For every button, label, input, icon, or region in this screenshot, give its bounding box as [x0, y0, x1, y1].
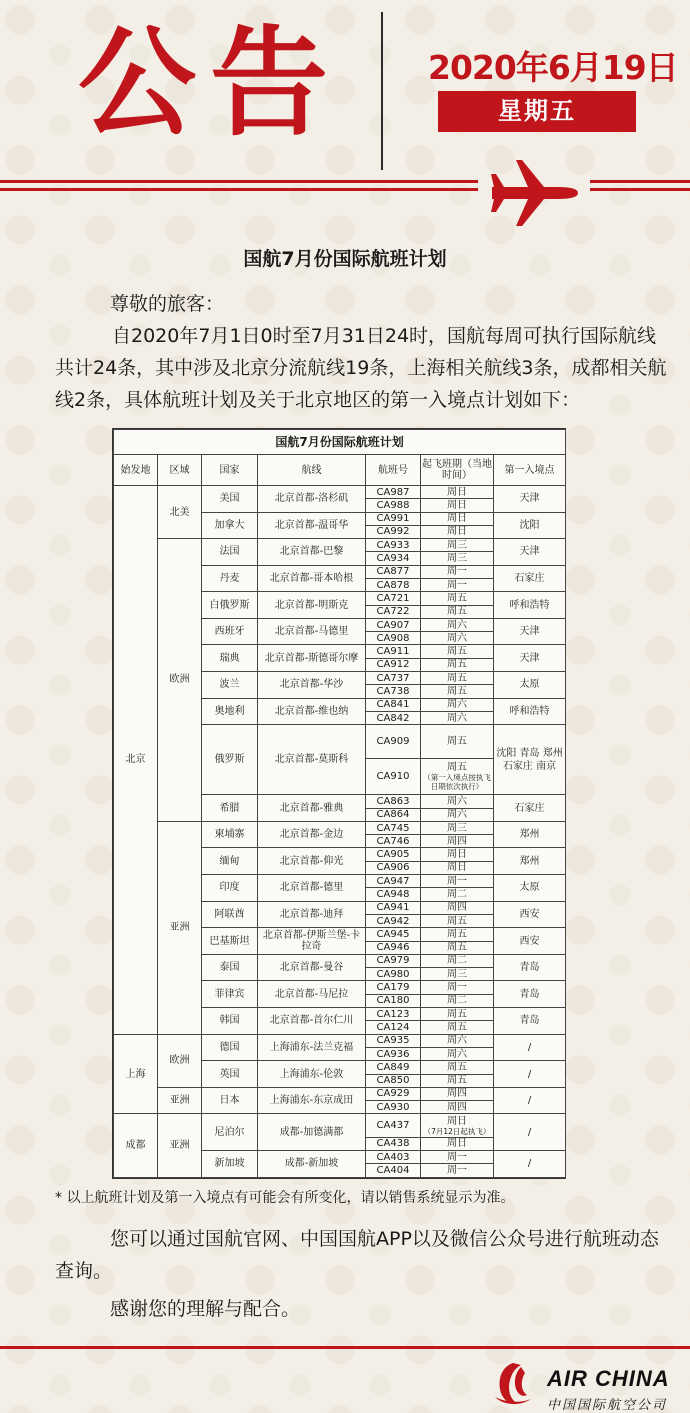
schedule-day: 周五 — [447, 1075, 467, 1087]
country-cell: 西班牙 — [202, 618, 258, 645]
schedule-day: 周日 — [447, 849, 467, 861]
entry-point-cell: / — [494, 1061, 566, 1088]
country-cell: 英国 — [202, 1061, 258, 1088]
schedule-cell — [421, 485, 494, 498]
entry-point-cell: 天津 — [494, 645, 566, 672]
schedule-cell — [421, 1101, 494, 1114]
schedule-day: 周五 — [447, 672, 467, 684]
col-header-entry: 第一入境点 — [494, 455, 566, 486]
header-rule-bottom — [0, 188, 478, 191]
route-cell: 北京首都-温哥华 — [258, 512, 366, 539]
origin-cell: 成都 — [114, 1114, 158, 1178]
country-cell: 新加坡 — [202, 1150, 258, 1177]
schedule-cell — [421, 1061, 494, 1074]
route-cell: 北京首都-仰光 — [258, 848, 366, 875]
country-cell: 美国 — [202, 485, 258, 512]
schedule-day: 周一 — [447, 1151, 467, 1163]
schedule-day: 周二 — [447, 888, 467, 900]
schedule-day: 周日 — [447, 526, 467, 538]
schedule-cell — [421, 821, 494, 834]
route-cell: 成都-加德满都 — [258, 1114, 366, 1151]
flight-number-cell: CA180 — [366, 994, 421, 1007]
schedule-cell — [421, 1137, 494, 1150]
schedule-day: 周四 — [447, 902, 467, 914]
flight-number-cell: CA987 — [366, 485, 421, 498]
route-cell: 北京首都-明斯克 — [258, 592, 366, 619]
schedule-note: （7月12日起执飞） — [423, 1126, 491, 1136]
route-cell: 北京首都-伊斯兰堡-卡拉奇 — [258, 928, 366, 955]
entry-point-cell: 天津 — [494, 618, 566, 645]
schedule-day: 周三 — [447, 822, 467, 834]
country-cell: 日本 — [202, 1087, 258, 1114]
flight-number-cell: CA936 — [366, 1047, 421, 1060]
route-cell: 北京首都-华沙 — [258, 672, 366, 699]
flight-number-cell: CA746 — [366, 835, 421, 848]
country-cell: 缅甸 — [202, 848, 258, 875]
flight-number-cell: CA980 — [366, 968, 421, 981]
schedule-day: 周日 — [447, 486, 467, 498]
flight-number-cell: CA933 — [366, 539, 421, 552]
route-cell: 成都-新加坡 — [258, 1150, 366, 1177]
schedule-cell — [421, 795, 494, 808]
entry-point-cell: / — [494, 1114, 566, 1151]
entry-point-cell: / — [494, 1087, 566, 1114]
country-cell: 印度 — [202, 875, 258, 902]
route-cell: 北京首都-雅典 — [258, 795, 366, 822]
schedule-cell — [421, 1164, 494, 1178]
schedule-cell — [421, 968, 494, 981]
schedule-day: 周五 — [447, 736, 467, 748]
flight-number-cell: CA909 — [366, 725, 421, 759]
country-cell: 柬埔寨 — [202, 821, 258, 848]
entry-point-cell: 呼和浩特 — [494, 698, 566, 725]
flight-number-cell: CA124 — [366, 1021, 421, 1034]
schedule-cell — [421, 835, 494, 848]
entry-point-cell: 青岛 — [494, 954, 566, 981]
query-paragraph: 您可以通过国航官网、中国国航APP以及微信公众号进行航班动态查询。 — [55, 1228, 659, 1282]
schedule-day: 周六 — [447, 1035, 467, 1047]
region-cell: 亚洲 — [158, 1087, 202, 1114]
schedule-cell — [421, 1034, 494, 1047]
entry-point-cell: 郑州 — [494, 821, 566, 848]
col-header-country: 国家 — [202, 455, 258, 486]
schedule-cell — [421, 552, 494, 565]
air-china-phoenix-logo — [487, 1357, 539, 1409]
country-cell: 丹麦 — [202, 565, 258, 592]
flight-number-cell: CA745 — [366, 821, 421, 834]
schedule-cell — [421, 1087, 494, 1100]
schedule-day: 周五 — [447, 1008, 467, 1020]
schedule-day: 周二 — [447, 995, 467, 1007]
route-cell: 北京首都-金边 — [258, 821, 366, 848]
entry-point-cell: 郑州 — [494, 848, 566, 875]
country-cell: 泰国 — [202, 954, 258, 981]
table-row — [114, 1114, 566, 1137]
footnote: * 以上航班计划及第一入境点有可能会有所变化，请以销售系统显示为准。 — [55, 1190, 515, 1206]
schedule-cell — [421, 632, 494, 645]
schedule-day: 周五 — [447, 1061, 467, 1073]
entry-point-cell: 沈阳 — [494, 512, 566, 539]
flight-number-cell: CA403 — [366, 1150, 421, 1163]
country-cell: 奥地利 — [202, 698, 258, 725]
origin-cell: 北京 — [114, 485, 158, 1034]
flight-number-cell: CA929 — [366, 1087, 421, 1100]
notice-title: 公告 — [78, 14, 343, 152]
schedule-cell — [421, 539, 494, 552]
schedule-day: 周六 — [447, 809, 467, 821]
header-divider — [381, 12, 383, 170]
entry-point-cell: 西安 — [494, 928, 566, 955]
entry-point-cell: / — [494, 1034, 566, 1061]
schedule-day: 周六 — [447, 712, 467, 724]
flight-number-cell: CA841 — [366, 698, 421, 711]
col-header-schedule: 起飞班期（当地时间） — [421, 455, 494, 486]
entry-point-cell: 石家庄 — [494, 565, 566, 592]
brand-name-cn: 中国国际航空公司 — [547, 1398, 668, 1413]
schedule-cell — [421, 941, 494, 954]
flight-number-cell: CA907 — [366, 618, 421, 631]
schedule-day: 周二 — [447, 955, 467, 967]
schedule-day: 周五 — [447, 686, 467, 698]
schedule-day: 周五 — [447, 762, 467, 774]
schedule-cell — [421, 875, 494, 888]
schedule-cell — [421, 605, 494, 618]
schedule-day: 周六 — [447, 795, 467, 807]
flight-number-cell: CA988 — [366, 499, 421, 512]
col-header-region: 区域 — [158, 455, 202, 486]
flight-number-cell: CA992 — [366, 525, 421, 538]
flight-number-cell: CA911 — [366, 645, 421, 658]
schedule-cell — [421, 672, 494, 685]
schedule-cell — [421, 808, 494, 821]
col-header-flight: 航班号 — [366, 455, 421, 486]
schedule-cell — [421, 928, 494, 941]
schedule-day: 周一 — [447, 1165, 467, 1177]
schedule-cell — [421, 914, 494, 927]
entry-point-cell: 太原 — [494, 875, 566, 902]
schedule-cell — [421, 888, 494, 901]
region-cell: 欧洲 — [158, 1034, 202, 1087]
country-cell: 希腊 — [202, 795, 258, 822]
schedule-day: 周五 — [447, 606, 467, 618]
schedule-cell — [421, 848, 494, 861]
schedule-day: 周日 — [447, 1115, 467, 1127]
schedule-cell — [421, 645, 494, 658]
flight-number-cell: CA878 — [366, 579, 421, 592]
brand-name-en: AIR CHINA — [547, 1366, 670, 1391]
flight-number-cell: CA945 — [366, 928, 421, 941]
schedule-cell — [421, 698, 494, 711]
weekday-badge: 星期五 — [438, 91, 636, 132]
table-row — [114, 821, 566, 834]
route-cell: 北京首都-曼谷 — [258, 954, 366, 981]
flight-number-cell: CA941 — [366, 901, 421, 914]
country-cell: 波兰 — [202, 672, 258, 699]
schedule-day: 周日 — [447, 862, 467, 874]
entry-point-cell: 呼和浩特 — [494, 592, 566, 619]
route-cell: 上海浦东-法兰克福 — [258, 1034, 366, 1061]
schedule-cell — [421, 658, 494, 671]
country-cell: 韩国 — [202, 1008, 258, 1035]
country-cell: 巴基斯坦 — [202, 928, 258, 955]
schedule-day: 周五 — [447, 928, 467, 940]
entry-point-cell: 石家庄 — [494, 795, 566, 822]
entry-point-cell: 青岛 — [494, 981, 566, 1008]
entry-point-cell: 天津 — [494, 485, 566, 512]
schedule-note: （第一入境点按执飞日期依次执行） — [423, 773, 491, 792]
schedule-cell — [421, 1074, 494, 1087]
schedule-cell — [421, 994, 494, 1007]
entry-point-cell: 太原 — [494, 672, 566, 699]
intro-paragraph: 自2020年7月1日0时至7月31日24时，国航每周可执行国际航线共计24条，其中涉及北京分流航线19条，上海相关航线3条，成都相关航线2条，具体航班计划及关于北京地区的第一入境点计划如下： — [55, 325, 667, 411]
schedule-day: 周日 — [447, 513, 467, 525]
schedule-cell — [421, 711, 494, 724]
schedule-cell — [421, 1047, 494, 1060]
region-cell: 北美 — [158, 485, 202, 538]
flight-number-cell: CA908 — [366, 632, 421, 645]
schedule-day: 周五 — [447, 592, 467, 604]
region-cell: 亚洲 — [158, 1114, 202, 1178]
schedule-cell — [421, 685, 494, 698]
flight-number-cell: CA179 — [366, 981, 421, 994]
flight-number-cell: CA877 — [366, 565, 421, 578]
schedule-cell — [421, 861, 494, 874]
schedule-cell — [421, 592, 494, 605]
route-cell: 北京首都-哥本哈根 — [258, 565, 366, 592]
schedule-cell — [421, 901, 494, 914]
country-cell: 德国 — [202, 1034, 258, 1061]
schedule-cell — [421, 759, 494, 795]
flight-number-cell: CA722 — [366, 605, 421, 618]
entry-point-cell: 青岛 — [494, 1008, 566, 1035]
route-cell: 北京首都-马尼拉 — [258, 981, 366, 1008]
entry-point-cell: 西安 — [494, 901, 566, 928]
flight-number-cell: CA906 — [366, 861, 421, 874]
flight-number-cell: CA738 — [366, 685, 421, 698]
schedule-day: 周一 — [447, 579, 467, 591]
schedule-day: 周六 — [447, 619, 467, 631]
country-cell: 法国 — [202, 539, 258, 566]
table-title: 国航7月份国际航班计划 — [114, 430, 566, 455]
origin-cell: 上海 — [114, 1034, 158, 1114]
country-cell: 阿联酋 — [202, 901, 258, 928]
region-cell: 亚洲 — [158, 821, 202, 1034]
flight-number-cell: CA438 — [366, 1137, 421, 1150]
flight-number-cell: CA946 — [366, 941, 421, 954]
route-cell: 北京首都-巴黎 — [258, 539, 366, 566]
schedule-day: 周六 — [447, 1048, 467, 1060]
country-cell: 白俄罗斯 — [202, 592, 258, 619]
schedule-day: 周日 — [447, 499, 467, 511]
flight-number-cell: CA942 — [366, 914, 421, 927]
route-cell: 北京首都-洛杉矶 — [258, 485, 366, 512]
schedule-cell — [421, 954, 494, 967]
route-cell: 北京首都-迪拜 — [258, 901, 366, 928]
flight-plan-table — [112, 428, 566, 1179]
table-row — [114, 485, 566, 498]
schedule-day: 周五 — [447, 915, 467, 927]
route-cell: 上海浦东-东京成田 — [258, 1087, 366, 1114]
entry-point-cell: 沈阳 青岛 郑州 石家庄 南京 — [494, 725, 566, 795]
country-cell: 菲律宾 — [202, 981, 258, 1008]
schedule-day: 周一 — [447, 875, 467, 887]
entry-point-cell: 天津 — [494, 539, 566, 566]
header-rule-right-top — [590, 180, 690, 183]
flight-number-cell: CA930 — [366, 1101, 421, 1114]
table-row — [114, 1034, 566, 1047]
country-cell: 加拿大 — [202, 512, 258, 539]
schedule-day: 周四 — [447, 835, 467, 847]
table-row — [114, 539, 566, 552]
country-cell: 尼泊尔 — [202, 1114, 258, 1151]
flight-number-cell: CA842 — [366, 711, 421, 724]
airplane-icon — [488, 158, 580, 228]
col-header-route: 航线 — [258, 455, 366, 486]
schedule-day: 周六 — [447, 699, 467, 711]
flight-number-cell: CA863 — [366, 795, 421, 808]
schedule-cell — [421, 1008, 494, 1021]
schedule-cell — [421, 1150, 494, 1163]
flight-number-cell: CA912 — [366, 658, 421, 671]
footer-rule — [0, 1346, 690, 1349]
plan-subtitle: 国航7月份国际航班计划 — [243, 248, 447, 270]
schedule-day: 周四 — [447, 1101, 467, 1113]
flight-number-cell: CA849 — [366, 1061, 421, 1074]
schedule-cell — [421, 1114, 494, 1137]
country-cell: 瑞典 — [202, 645, 258, 672]
schedule-day: 周一 — [447, 982, 467, 994]
schedule-day: 周六 — [447, 632, 467, 644]
schedule-day: 周五 — [447, 1021, 467, 1033]
schedule-cell — [421, 725, 494, 759]
route-cell: 北京首都-斯德哥尔摩 — [258, 645, 366, 672]
schedule-day: 周三 — [447, 968, 467, 980]
flight-number-cell: CA737 — [366, 672, 421, 685]
flight-number-cell: CA850 — [366, 1074, 421, 1087]
schedule-day: 周一 — [447, 566, 467, 578]
schedule-day: 周五 — [447, 659, 467, 671]
flight-number-cell: CA948 — [366, 888, 421, 901]
flight-number-cell: CA947 — [366, 875, 421, 888]
flight-number-cell: CA905 — [366, 848, 421, 861]
schedule-day: 周五 — [447, 942, 467, 954]
header-rule-right-bottom — [590, 188, 690, 191]
schedule-day: 周四 — [447, 1088, 467, 1100]
flight-number-cell: CA437 — [366, 1114, 421, 1137]
route-cell: 北京首都-莫斯科 — [258, 725, 366, 795]
schedule-day: 周三 — [447, 539, 467, 551]
flight-number-cell: CA123 — [366, 1008, 421, 1021]
schedule-cell — [421, 525, 494, 538]
flight-number-cell: CA910 — [366, 759, 421, 795]
notice-date: 2020年6月19日 — [428, 48, 678, 87]
route-cell: 上海浦东-伦敦 — [258, 1061, 366, 1088]
flight-number-cell: CA934 — [366, 552, 421, 565]
schedule-day: 周五 — [447, 646, 467, 658]
route-cell: 北京首都-德里 — [258, 875, 366, 902]
schedule-cell — [421, 618, 494, 631]
schedule-cell — [421, 565, 494, 578]
route-cell: 北京首都-马德里 — [258, 618, 366, 645]
schedule-cell — [421, 499, 494, 512]
schedule-cell — [421, 512, 494, 525]
flight-number-cell: CA935 — [366, 1034, 421, 1047]
header-rule-top — [0, 180, 478, 183]
entry-point-cell: / — [494, 1150, 566, 1177]
greeting: 尊敬的旅客： — [110, 293, 225, 315]
thanks-line: 感谢您的理解与配合。 — [110, 1298, 301, 1320]
route-cell: 北京首都-首尔仁川 — [258, 1008, 366, 1035]
flight-number-cell: CA721 — [366, 592, 421, 605]
flight-number-cell: CA864 — [366, 808, 421, 821]
table-row — [114, 1087, 566, 1100]
schedule-day: 周三 — [447, 553, 467, 565]
region-cell: 欧洲 — [158, 539, 202, 822]
schedule-cell — [421, 579, 494, 592]
schedule-cell — [421, 981, 494, 994]
country-cell: 俄罗斯 — [202, 725, 258, 795]
flight-number-cell: CA404 — [366, 1164, 421, 1178]
schedule-day: 周日 — [447, 1138, 467, 1150]
flight-number-cell: CA979 — [366, 954, 421, 967]
col-header-origin: 始发地 — [114, 455, 158, 486]
route-cell: 北京首都-维也纳 — [258, 698, 366, 725]
schedule-cell — [421, 1021, 494, 1034]
flight-number-cell: CA991 — [366, 512, 421, 525]
